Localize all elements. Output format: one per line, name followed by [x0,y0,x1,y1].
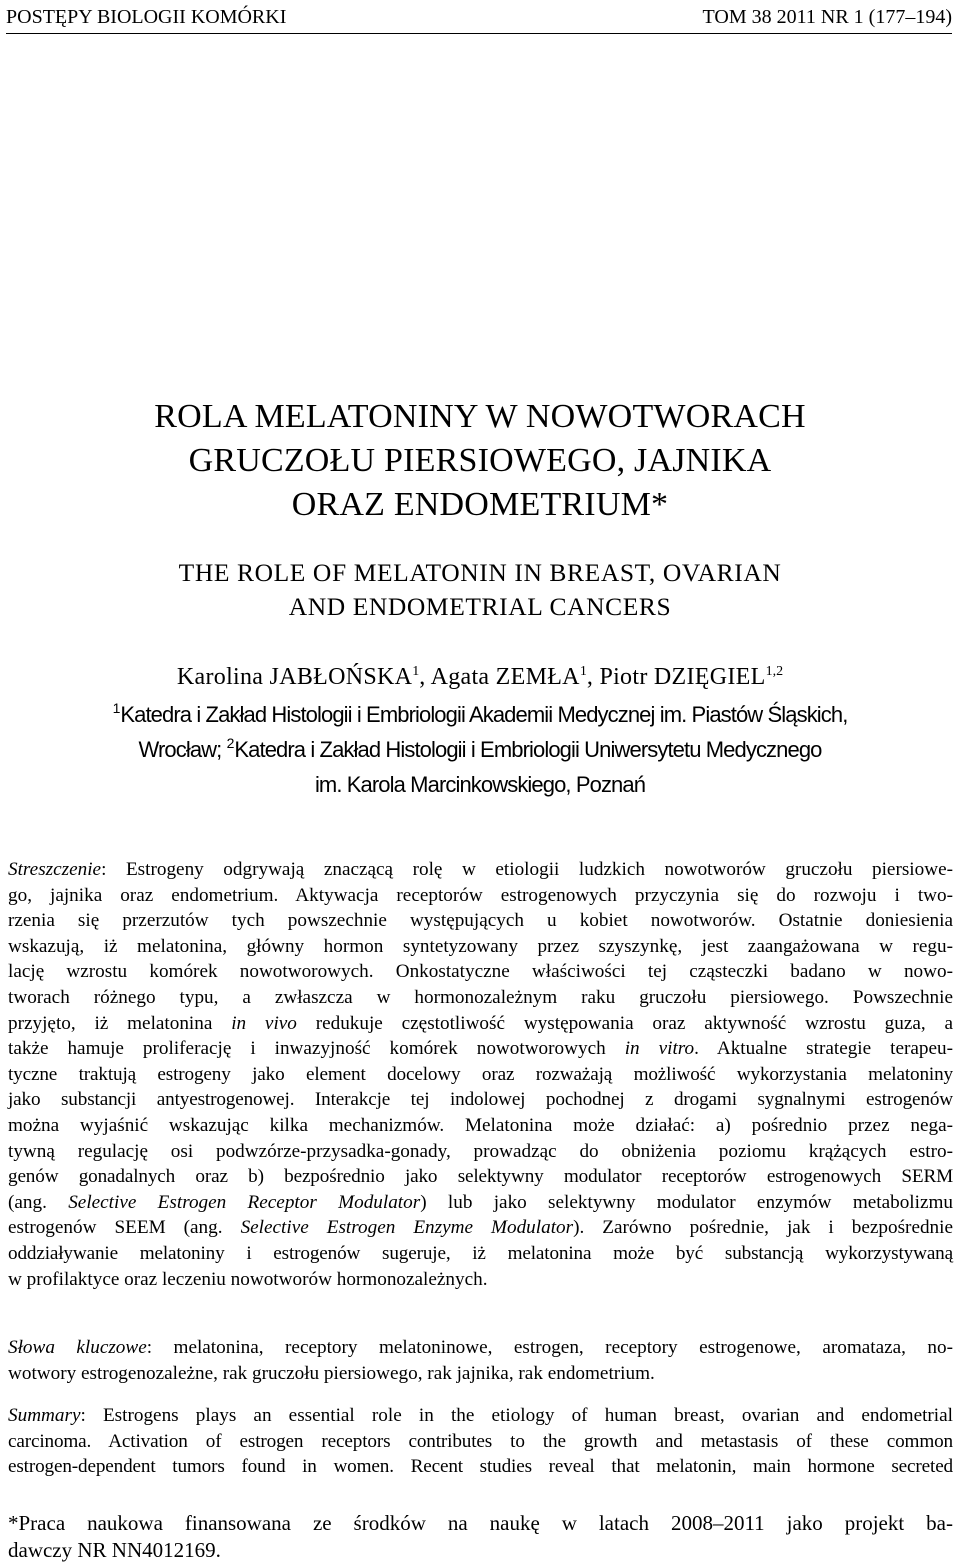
article-title-en [0,556,960,624]
summary-en [8,1403,953,1480]
author-name: Karolina JABŁOŃSKA [176,664,413,690]
keywords-line: wotwory estrogenozależne, rak gruczołu piersiowego, rak jajnika, rak endometrium. [8,1362,655,1384]
abstract-line: Streszczenie: Estrogeny odgrywają znaczącą rolę w etiologii ludzkich nowotworów gruczołu piersiowe- [8,859,953,880]
author-list: Karolina JABŁOŃSKA$^1$, Agata ZEMŁA$^1$, Piotr DZIĘGIEL$^{1,2}$ [176,664,784,690]
affiliation-mark: 2 [226,735,235,751]
issue-info: TOM 38 2011 NR 1 (177–194) [702,5,952,28]
affiliation-line: im. Karola Marcinkowskiego, Poznań [314,772,646,797]
title-line: GRUCZOŁU PIERSIOWEGO, JAJNIKA [188,442,772,479]
footnote-line: *Praca naukowa finansowana ze środków na naukę w latach 2008–2011 jako projekt ba- [8,1511,953,1535]
affiliation-mark: 1 [112,700,121,716]
affiliation-line: $^1$Katedra i Zakład Histologii i Embriologii Akademii Medycznej im. Piastów Śląskich, [112,700,848,727]
abstract-line: w profilaktyce oraz leczeniu nowotworów hormonozależnych. [8,1268,488,1290]
affiliations [0,697,960,802]
abstract-line: go, jajnika oraz endometrium. Aktywacja receptorów estrogenowych przyczynia się do rozwoju i two- [8,884,953,906]
author-name: Piotr DZIĘGIEL [599,664,766,690]
abstract-line: wskazują, iż melatonina, główny hormon syntetyzowany przez szyszynkę, jest zaangażowana w regu- [8,935,953,957]
article-title-pl [0,395,960,527]
abstract-line: jako substancji antyestrogenowej. Interakcje tej indolowej pochodnej z drogami sygnalnymi estrogenów [8,1089,953,1111]
abstract-line: (ang. Selective Estrogen Receptor Modulator) lub jako selektywny modulator enzymów metabolizmu [8,1191,954,1213]
funding-footnote [8,1510,953,1564]
abstract-line: genów gonadalnych oraz b) bezpośrednio jako selektywny modulator receptorów estrogenowych SERM [8,1166,953,1188]
title-line: ROLA MELATONINY W NOWOTWORACH [154,398,806,435]
summary-line: carcinoma. Activation of estrogen receptors contributes to the growth and metastasis of these common [8,1430,953,1452]
abstract-pl [8,857,953,1292]
author-affiliation-mark: 1 [579,664,587,679]
header-rule [6,33,952,34]
abstract-line: przyjęto, iż melatonina in vivo redukuje częstotliwość występowania oraz aktywność wzrostu guza, a [8,1012,953,1034]
summary-line: Summary: Estrogens plays an essential role in the etiology of human breast, ovarian and endometrial [8,1405,953,1426]
keywords-pl [8,1335,953,1386]
abstract-line: tworach różnego typu, a zwłaszcza w hormonozależnym raku gruczołu piersiowego. Powszechnie [8,986,953,1008]
summary-label: Summary [8,1405,81,1426]
title-line: ORAZ ENDOMETRIUM* [291,486,669,523]
abstract-line: oddziaływanie melatoniny i estrogenów sugeruje, iż melatonina może być substancją wykorzystywaną [8,1242,953,1264]
abstract-line: rzenia się przerzutów tych powszechnie występujących u kobiet nowotworów. Ostatnie doniesienia [8,910,953,932]
journal-name: POSTĘPY BIOLOGII KOMÓRKI [6,5,287,28]
abstract-line: tyczne traktują estrogeny jako element docelowy oraz rozważają możliwość wykorzystania melatoniny [8,1063,953,1085]
affiliation-line: Wrocław; $^2$Katedra i Zakład Histologii i Embriologii Uniwersytetu Medycznego [138,735,822,762]
running-header [6,2,952,32]
abstract-line: lację wzrostu komórek nowotworowych. Onkostatyczne właściwości tej cząsteczki badano w nowo- [8,961,953,983]
abstract-label: Streszczenie [8,859,102,880]
abstract-line: także hamuje proliferację i inwazyjność komórek nowotworowych in vitro. Aktualne strategie terapeu- [8,1038,953,1060]
footnote-line: dawczy NR NN4012169. [8,1538,221,1562]
keywords-line: Słowa kluczowe: melatonina, receptory melatoninowe, estrogen, receptory estrogenowe, aromataza, no- [8,1337,953,1358]
keywords-label: Słowa kluczowe [8,1337,147,1358]
abstract-line: estrogenów SEEM (ang. Selective Estrogen Enzyme Modulator). Zarówno pośrednie, jak i bezpośrednie [8,1217,953,1239]
subtitle-line: AND ENDOMETRIAL CANCERS [288,592,672,621]
author-affiliation-mark: 1,2 [765,664,784,679]
summary-line: estrogen-dependent tumors found in women. Recent studies reveal that melatonin, main hormone secreted [8,1456,953,1478]
subtitle-line: THE ROLE OF MELATONIN IN BREAST, OVARIAN [178,558,782,587]
author-name: Agata ZEMŁA [430,664,580,690]
abstract-line: można wyjaśnić wskazując kilka mechanizmów. Melatonina może działać: a) pośrednio przez nega- [8,1114,953,1136]
author-affiliation-mark: 1 [412,664,420,679]
abstract-line: tywną regulację osi podwzórze-przysadka-gonady, prowadząc do obniżenia poziomu krążących estro- [8,1140,953,1162]
